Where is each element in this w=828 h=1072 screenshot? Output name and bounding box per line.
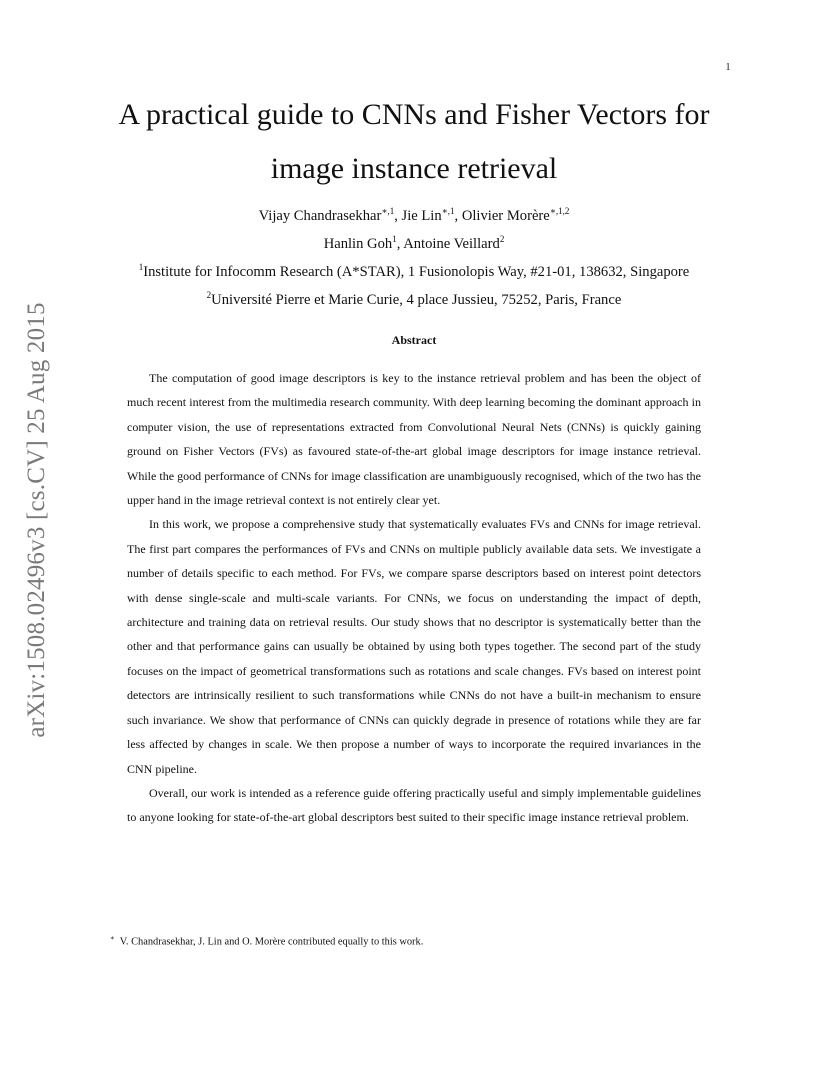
affiliation-mark: 2 xyxy=(206,290,212,301)
author-list xyxy=(80,202,748,258)
author-name: Vijay Chandrasekhar xyxy=(258,208,382,224)
affiliation-mark: 1 xyxy=(138,262,144,273)
affiliation-2 xyxy=(80,286,748,314)
abstract-paragraph-2: In this work, we propose a comprehensive study that systematically evaluates FVs and CNNs for image retrieval. The first part compares the performances of FVs and CNNs on multiple publicly available data sets. We investigate a number of details specific to each method. For FVs, we compare sparse descriptors based on interest point detectors with dense single-scale and multi-scale variants. For CNNs, we focus on understanding the impact of depth, architecture and training data on retrieval results. Our study shows that no descriptor is systematically better than the other and that performance gains can usually be obtained by using both types together. The second part of the study focuses on the impact of geometrical transformations such as rotations and scale changes. FVs based on interest point detectors are intrinsically resilient to such transformations while CNNs do not have a built-in mechanism to ensure such invariance. We show that performance of CNNs can quickly degrade in presence of rotations while they are far less affected by changes in scale. We then propose a number of ways to incorporate the required invariances in the CNN pipeline. xyxy=(127,517,701,776)
affiliation-1 xyxy=(80,258,748,286)
footnote-text: V. Chandrasekhar, J. Lin and O. Morère contributed equally to this work. xyxy=(119,936,424,948)
page-number: 1 xyxy=(725,62,731,73)
abstract-heading: Abstract xyxy=(391,333,437,347)
arxiv-stamp: arXiv:1508.02496v3 [cs.CV] 25 Aug 2015 xyxy=(23,302,50,738)
author-name: Antoine Veillard xyxy=(403,236,500,252)
author-name: Hanlin Goh xyxy=(323,236,393,252)
abstract-body xyxy=(127,366,701,830)
footnote xyxy=(110,931,710,949)
author-marks: ∗,1 xyxy=(441,206,455,217)
author-marks: ∗,1,2 xyxy=(549,206,570,217)
abstract-paragraph-3: Overall, our work is intended as a reference guide offering practically useful and simply implementable guidelines to anyone looking for state-of-the-art global descriptors best suited to their specific image instance retrieval problem. xyxy=(127,785,701,825)
abstract-paragraph-1: The computation of good image descriptors is key to the instance retrieval problem and has been the object of much recent interest from the multimedia research community. With deep learning becoming the dominant approach in computer vision, the use of representations extracted from Convolutional Neural Nets (CNNs) is quickly gaining ground on Fisher Vectors (FVs) as favoured state-of-the-art global image descriptors for image instance retrieval. While the good performance of CNNs for image classification are unambiguously recognised, which of the two has the upper hand in the image retrieval context is not entirely clear yet. xyxy=(127,371,701,508)
affiliation-text: Institute for Infocomm Research (A*STAR), 1 Fusionolopis Way, #21-01, 138632, Singapore xyxy=(143,264,690,280)
author-name: Olivier Morère xyxy=(461,208,550,224)
affiliation-text: Université Pierre et Marie Curie, 4 place Jussieu, 75252, Paris, France xyxy=(211,292,622,308)
footnote-mark: ∗ xyxy=(110,934,115,942)
author-marks: ∗,1 xyxy=(381,206,395,217)
author-line-2: Hanlin Goh$^1$, Antoine Veillard$^2$ xyxy=(323,234,505,252)
author-marks: 2 xyxy=(499,234,505,245)
author-marks: 1 xyxy=(392,234,397,245)
author-line-1: Vijay Chandrasekhar$^{∗,1}$, Jie Lin$^{∗,1}$, Olivier Morère$^{∗,1,2}$ xyxy=(258,206,570,224)
author-name: Jie Lin xyxy=(401,208,442,224)
affiliation-list xyxy=(80,258,748,314)
paper-title: A practical guide to CNNs and Fisher Vectors for image instance retrieval xyxy=(118,98,710,185)
